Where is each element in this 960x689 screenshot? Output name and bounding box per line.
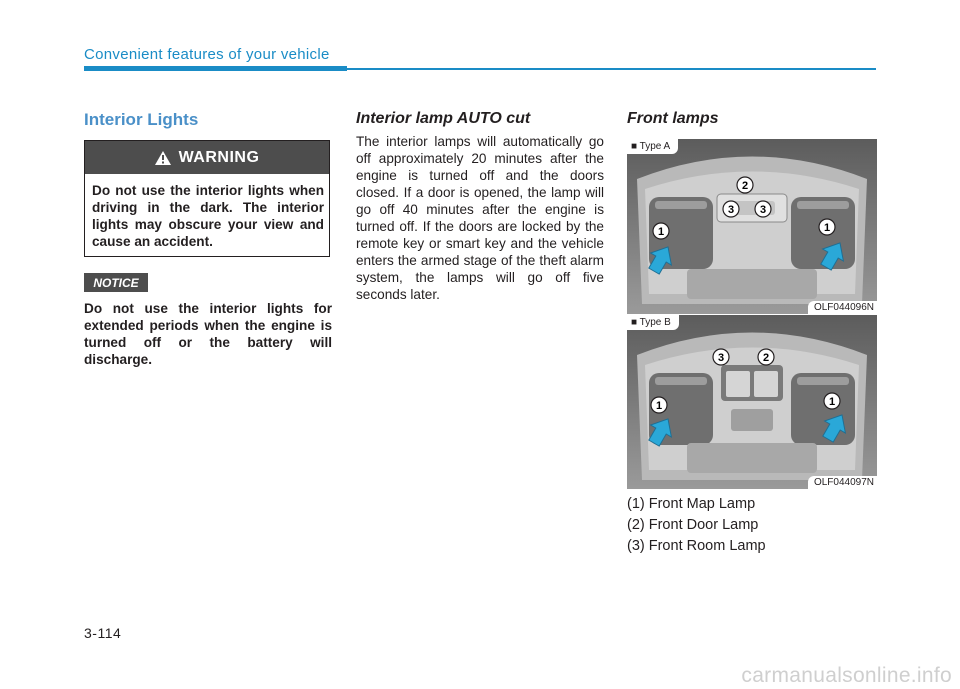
- svg-text:1: 1: [657, 226, 665, 238]
- svg-text:3: 3: [759, 204, 767, 216]
- warning-triangle-icon: [155, 151, 171, 165]
- svg-text:1: 1: [655, 400, 663, 412]
- figure-type-label: ■ Type A: [627, 139, 678, 154]
- callout-marker: [653, 223, 669, 239]
- warning-text: Do not use the interior lights when driving in the dark. The interior lights may obscure your view and cause an accident.: [92, 183, 324, 249]
- front-lamp-figure-type-b: [627, 315, 877, 489]
- svg-text:2: 2: [762, 352, 770, 364]
- callout-marker: [713, 349, 729, 365]
- header-rule-thick: [84, 66, 347, 71]
- warning-box: [84, 140, 330, 257]
- page-number: 3-114: [84, 625, 122, 641]
- chapter-title: Convenient features of your vehicle: [84, 46, 330, 63]
- front-lamps-title: Front lamps: [627, 110, 719, 127]
- figure-type-label: ■ Type B: [627, 315, 679, 330]
- warning-label: WARNING: [178, 148, 260, 166]
- header-rule-thin: [347, 68, 876, 70]
- overhead-console-illustration-a: [627, 139, 877, 314]
- callout-marker: [755, 201, 771, 217]
- callout-marker: [723, 201, 739, 217]
- svg-text:3: 3: [717, 352, 725, 364]
- auto-cut-body: The interior lamps will automatically go off approximately 20 minutes after the engine is turned off and the doors closed. If a door is opened, the lamp will go off 40 minutes after the engine is turned off. If the doors are locked by the remote key or smart key and the vehicle enters the armed stage of the theft alarm system, the lamps will go off five seconds later.: [356, 134, 604, 302]
- figure-code: OLF044097N: [808, 476, 877, 489]
- auto-cut-title: Interior lamp AUTO cut: [356, 110, 531, 127]
- section-title: Interior Lights: [84, 110, 199, 129]
- callout-marker: [824, 393, 840, 409]
- callout-marker: [651, 397, 667, 413]
- legend-item: (2) Front Door Lamp: [627, 517, 759, 533]
- callout-marker: [737, 177, 753, 193]
- notice-text: Do not use the interior lights for extended periods when the engine is turned off or the battery will discharge.: [84, 301, 332, 367]
- front-lamp-figure-type-a: [627, 139, 877, 314]
- callout-marker: [819, 219, 835, 235]
- overhead-console-illustration-b: [627, 315, 877, 489]
- figure-code: OLF044096N: [808, 301, 877, 314]
- legend-item: (1) Front Map Lamp: [627, 496, 756, 512]
- svg-text:1: 1: [828, 396, 836, 408]
- warning-header: [85, 141, 329, 174]
- svg-text:1: 1: [823, 222, 831, 234]
- notice-badge: NOTICE: [84, 273, 148, 292]
- watermark: carmanualsonline.info: [741, 664, 952, 687]
- legend-item: (3) Front Room Lamp: [627, 538, 766, 554]
- callout-marker: [758, 349, 774, 365]
- svg-text:3: 3: [727, 204, 735, 216]
- svg-text:2: 2: [741, 180, 749, 192]
